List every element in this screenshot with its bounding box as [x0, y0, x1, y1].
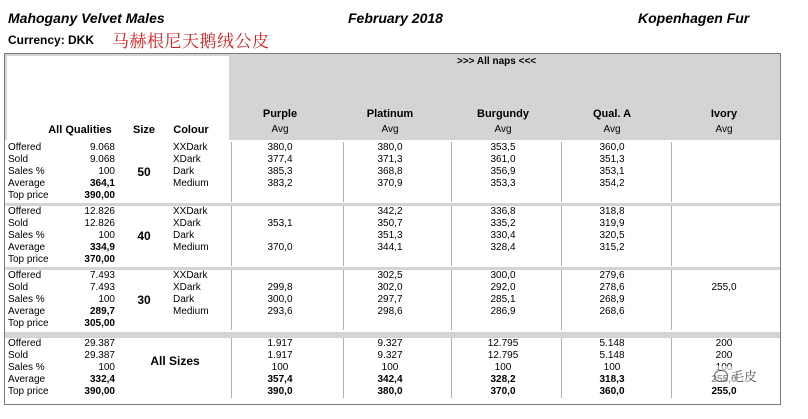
quality-value: 332,4 — [89, 374, 115, 385]
table-row — [5, 190, 780, 202]
row-label: Sold — [8, 218, 29, 229]
cell-value: 356,9 — [490, 166, 516, 177]
column-heading: Qual. A — [592, 108, 632, 120]
company-name: Kopenhagen Fur — [638, 10, 750, 26]
table-row — [5, 362, 780, 374]
column-subheading: Avg — [381, 124, 399, 135]
watermark — [712, 366, 759, 385]
quality-value: 100 — [98, 230, 115, 241]
quality-value: 100 — [98, 294, 115, 305]
cell-value: 5.148 — [599, 338, 625, 349]
cell-value: 342,2 — [377, 206, 403, 217]
cell-value: 1.917 — [267, 338, 293, 349]
colour-label: Dark — [173, 230, 195, 241]
table-row — [5, 230, 780, 242]
cell-value: 315,2 — [599, 242, 625, 253]
cell-value: 361,0 — [490, 154, 516, 165]
quality-value: 100 — [98, 166, 115, 177]
wechat-icon — [714, 370, 728, 382]
row-label: Sales % — [8, 294, 45, 305]
cell-value: 255,0 — [711, 386, 737, 397]
colour-label: XDark — [173, 154, 201, 165]
size-block — [5, 142, 780, 202]
colour-label: Medium — [173, 306, 209, 317]
cell-value: 298,6 — [377, 306, 403, 317]
all-sizes-label: All Sizes — [150, 354, 200, 368]
table-row — [5, 306, 780, 318]
table-row — [5, 142, 780, 154]
table-row — [5, 178, 780, 190]
table-row — [5, 294, 780, 306]
row-label: Average — [8, 306, 46, 317]
cell-value: 12.795 — [487, 350, 519, 361]
quality-value: 289,7 — [89, 306, 115, 317]
table-row — [5, 338, 780, 350]
cell-value: 385,3 — [267, 166, 293, 177]
colour-label: XXDark — [173, 206, 208, 217]
column-subheading: Avg — [271, 124, 289, 135]
cell-value: 350,7 — [377, 218, 403, 229]
colour-label: XXDark — [173, 270, 208, 281]
cell-value: 390,0 — [267, 386, 293, 397]
row-label: Average — [8, 374, 46, 385]
cell-value: 377,4 — [267, 154, 293, 165]
row-label: Sold — [8, 350, 29, 361]
cell-value: 351,3 — [377, 230, 403, 241]
quality-value: 305,00 — [84, 318, 115, 329]
cell-value: 300,0 — [267, 294, 293, 305]
cell-value: 100 — [603, 362, 621, 373]
cell-value: 318,8 — [599, 206, 625, 217]
quality-value: 29.387 — [84, 338, 115, 349]
cell-value: 328,2 — [490, 374, 516, 385]
cell-value: 342,4 — [377, 374, 403, 385]
cell-value: 360,0 — [599, 142, 625, 153]
watermark-text: 毛皮 — [731, 369, 758, 384]
cell-value: 299,8 — [267, 282, 293, 293]
cell-value: 380,0 — [267, 142, 293, 153]
cell-value: 380,0 — [377, 142, 403, 153]
cell-value: 255,0 — [711, 282, 737, 293]
quality-value: 9.068 — [89, 142, 115, 153]
colour-label: Medium — [173, 178, 209, 189]
row-label: Average — [8, 242, 46, 253]
cell-value: 100 — [271, 362, 289, 373]
quality-value: 100 — [98, 362, 115, 373]
cell-value: 100 — [381, 362, 399, 373]
cell-value: 278,6 — [599, 282, 625, 293]
row-label: Sold — [8, 282, 29, 293]
table-row — [5, 318, 780, 330]
column-subheading: Avg — [603, 124, 621, 135]
cell-value: 353,1 — [267, 218, 293, 229]
chinese-annotation: 马赫根尼天鹅绒公皮 — [112, 32, 270, 52]
cell-value: 302,5 — [377, 270, 403, 281]
size-value: 40 — [137, 229, 151, 243]
row-label: Offered — [8, 338, 42, 349]
cell-value: 357,4 — [267, 374, 293, 385]
cell-value: 285,1 — [490, 294, 516, 305]
cell-value: 380,0 — [377, 386, 403, 397]
cell-value: 9.327 — [377, 338, 403, 349]
cell-value: 293,6 — [267, 306, 293, 317]
cell-value: 300,0 — [490, 270, 516, 281]
column-subheading: Avg — [494, 124, 512, 135]
group-title: >>> All naps <<< — [457, 56, 537, 67]
cell-value: 319,9 — [599, 218, 625, 229]
cell-value: 200 — [715, 350, 733, 361]
cell-value: 268,9 — [599, 294, 625, 305]
quality-value: 334,9 — [89, 242, 115, 253]
cell-value: 344,1 — [377, 242, 403, 253]
cell-value: 286,9 — [490, 306, 516, 317]
table-row — [5, 386, 780, 398]
quality-value: 390,00 — [84, 386, 115, 397]
row-label: Sales % — [8, 362, 45, 373]
quality-value: 370,00 — [84, 254, 115, 265]
cell-value: 370,0 — [267, 242, 293, 253]
cell-value: 320,5 — [599, 230, 625, 241]
colour-label: XDark — [173, 218, 201, 229]
currency-label: Currency: DKK — [8, 33, 95, 47]
cell-value: 353,1 — [599, 166, 625, 177]
row-label: Offered — [8, 270, 42, 281]
cell-value: 297,7 — [377, 294, 403, 305]
cell-value: 328,4 — [490, 242, 516, 253]
table-row — [5, 350, 780, 362]
column-heading: Burgundy — [477, 108, 529, 120]
totals-block — [5, 338, 780, 398]
quality-value: 364,1 — [89, 178, 115, 189]
quality-value: 29.387 — [84, 350, 115, 361]
quality-value: 390,00 — [84, 190, 115, 201]
quality-value: 12.826 — [84, 206, 115, 217]
colour-label: Dark — [173, 294, 195, 305]
cell-value: 353,3 — [490, 178, 516, 189]
cell-value: 336,8 — [490, 206, 516, 217]
size-heading: Size — [132, 124, 155, 136]
table-row — [5, 270, 780, 282]
cell-value: 354,2 — [599, 178, 625, 189]
cell-value: 351,3 — [599, 154, 625, 165]
table-row — [5, 154, 780, 166]
row-label: Offered — [8, 142, 42, 153]
row-label: Average — [8, 178, 46, 189]
size-value: 50 — [137, 165, 151, 179]
quality-value: 12.826 — [84, 218, 115, 229]
cell-value: 292,0 — [490, 282, 516, 293]
table-row — [5, 218, 780, 230]
quality-value: 7.493 — [89, 270, 115, 281]
column-heading: Platinum — [366, 108, 414, 120]
size-block — [5, 206, 780, 266]
report-date: February 2018 — [348, 10, 443, 26]
table-row — [5, 282, 780, 294]
size-value: 30 — [137, 293, 151, 307]
column-heading: Ivory — [710, 108, 738, 120]
row-label: Top price — [8, 254, 49, 265]
cell-value: 383,2 — [267, 178, 293, 189]
cell-value: 368,8 — [377, 166, 403, 177]
cell-value: 353,5 — [490, 142, 516, 153]
column-heading: Purple — [262, 108, 298, 120]
cell-value: 268,6 — [599, 306, 625, 317]
row-label: Top price — [8, 386, 49, 397]
cell-value: 100 — [494, 362, 512, 373]
cell-value: 330,4 — [490, 230, 516, 241]
cell-value: 371,3 — [377, 154, 403, 165]
size-block — [5, 270, 780, 330]
table-row — [5, 242, 780, 254]
colour-label: Medium — [173, 242, 209, 253]
cell-value: 12.795 — [487, 338, 519, 349]
row-label: Offered — [8, 206, 42, 217]
cell-value: 279,6 — [599, 270, 625, 281]
colour-label: XXDark — [173, 142, 208, 153]
cell-value: 360,0 — [599, 386, 625, 397]
colour-label: XDark — [173, 282, 201, 293]
table-row — [5, 254, 780, 266]
cell-value: 5.148 — [599, 350, 625, 361]
colour-label: Dark — [173, 166, 195, 177]
table-row — [5, 166, 780, 178]
cell-value: 370,9 — [377, 178, 403, 189]
cell-value: 1.917 — [267, 350, 293, 361]
row-label: Sales % — [8, 230, 45, 241]
row-label: Sales % — [8, 166, 45, 177]
cell-value: 200 — [715, 338, 733, 349]
cell-value: 335,2 — [490, 218, 516, 229]
colour-heading: Colour — [173, 124, 209, 136]
row-label: Sold — [8, 154, 29, 165]
cell-value: 370,0 — [490, 386, 516, 397]
table-row — [5, 374, 780, 386]
row-label: Top price — [8, 318, 49, 329]
report-title: Mahogany Velvet Males — [8, 10, 165, 26]
column-subheading: Avg — [715, 124, 733, 135]
cell-value: 9.327 — [377, 350, 403, 361]
cell-value: 302,0 — [377, 282, 403, 293]
quality-value: 7.493 — [89, 282, 115, 293]
cell-value: 318,3 — [599, 374, 625, 385]
auction-results-table — [4, 53, 781, 405]
quality-value: 9.068 — [89, 154, 115, 165]
table-row — [5, 206, 780, 218]
row-label: Top price — [8, 190, 49, 201]
all-qualities-heading: All Qualities — [48, 124, 112, 136]
